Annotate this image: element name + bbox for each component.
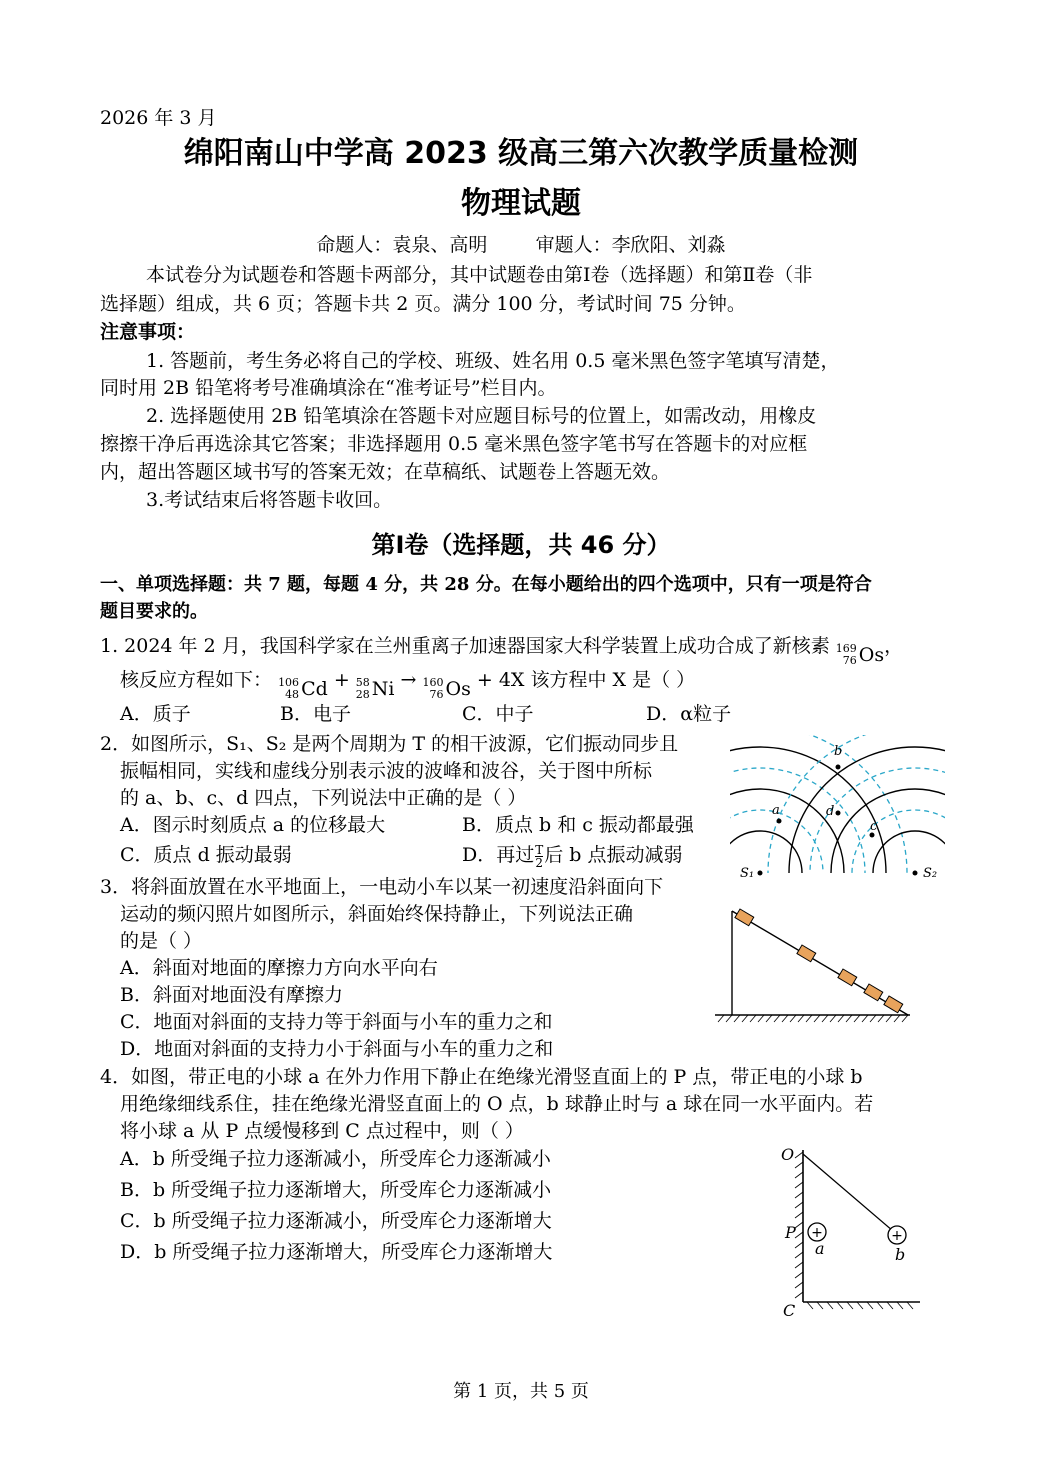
q1-line-1-text: 1. 2024 年 2 月，我国科学家在兰州重离子加速器国家大科学装置上成功合成了新核素	[100, 635, 830, 657]
q2-line-1: 2．如图所示，S₁、S₂ 是两个周期为 T 的相干波源，它们振动同步且	[100, 733, 679, 755]
source-s1-dot	[758, 871, 763, 876]
charged-balls-figure	[775, 1140, 925, 1320]
fraction-denominator: 2	[535, 855, 544, 870]
incline-slope	[732, 911, 908, 1015]
label-a: a	[772, 803, 780, 818]
nuclide-os-169-charge: 76	[842, 654, 857, 667]
q1-option-d: D．α粒子	[646, 703, 732, 725]
q3-line-2: 运动的频闪照片如图所示，斜面始终保持静止，下列说法正确	[120, 903, 634, 925]
q4-line-2: 用绝缘细线系住，挂在绝缘光滑竖直面上的 O 点，b 球静止时与 a 球在同一水平面内。若	[120, 1093, 874, 1115]
nuclide-os-160-mass: 160	[422, 676, 444, 689]
label-b: b	[834, 744, 843, 759]
label-s1: S₁	[740, 866, 755, 881]
nuclide-os-169	[836, 641, 884, 669]
notice-item-2-line-2: 擦擦干净后再选涂其它答案；非选择题用 0.5 毫米黑色签字笔书写在答题卡的对应框	[100, 433, 808, 455]
nuclide-ni-58-mass: 58	[355, 676, 370, 689]
section-1-title: 第Ⅰ卷（选择题，共 46 分）	[371, 531, 671, 559]
nuclide-ni-58	[356, 675, 395, 703]
point-a-dot	[777, 819, 782, 824]
notice-heading: 注意事项：	[100, 321, 196, 343]
half-period-fraction	[535, 844, 543, 869]
section-1-instructions-line-2: 题目要求的。	[100, 601, 208, 622]
q1-line-1-end: ，	[884, 635, 904, 657]
q1-line-2-end: + 4X 该方程中 X 是（ ）	[476, 669, 696, 691]
label-C: C	[783, 1301, 796, 1320]
q1-option-c: C．中子	[462, 703, 534, 725]
fraction-numerator: T	[535, 842, 544, 857]
nuclide-cd-106-symbol: Cd	[301, 678, 328, 700]
nuclide-os-160-symbol: Os	[445, 678, 471, 700]
nuclide-ni-58-charge: 28	[355, 688, 370, 701]
q1-option-b: B．电子	[280, 703, 351, 725]
q3-line-3: 的是（ ）	[120, 930, 203, 952]
label-d: d	[826, 804, 835, 819]
q1-line-1	[100, 632, 903, 669]
nuclide-os-160	[423, 675, 471, 703]
nuclide-cd-106-mass: 106	[278, 676, 300, 689]
nuclide-ni-58-symbol: Ni	[371, 678, 395, 700]
q2-option-a: A．图示时刻质点 a 的位移最大	[120, 814, 386, 836]
notice-item-1-line-2: 同时用 2B 铅笔将考号准确填涂在“准考证号”栏目内。	[100, 377, 557, 399]
q2-option-d-prefix: D．再过	[462, 844, 535, 866]
nuclide-os-160-charge: 76	[429, 688, 444, 701]
q2-line-3: 的 a、b、c、d 四点，下列说法中正确的是（ ）	[120, 787, 527, 809]
label-s2: S₂	[923, 866, 938, 881]
car-position-1	[735, 909, 754, 926]
label-ball-a: a	[815, 1239, 825, 1258]
q4-line-1: 4．如图，带正电的小球 a 在外力作用下静止在绝缘光滑竖直面上的 P 点，带正电的小球 b	[100, 1066, 863, 1088]
q4-option-b: B．b 所受绳子拉力逐渐增大，所受库仑力逐渐减小	[120, 1179, 552, 1201]
point-d-dot	[836, 811, 841, 816]
thread	[803, 1154, 893, 1231]
ball-b-charge-sign: +	[891, 1228, 903, 1244]
exam-authors: 命题人：袁泉、高明 审题人：李欣阳、刘淼	[316, 234, 726, 256]
incline-figure	[710, 905, 915, 1030]
ground-hatching	[718, 1015, 908, 1022]
q2-option-d-suffix: 后 b 点振动减弱	[544, 844, 683, 866]
q4-option-a: A．b 所受绳子拉力逐渐减小，所受库仑力逐渐减小	[120, 1148, 551, 1170]
ball-a-charge-sign: +	[811, 1225, 823, 1241]
label-O: O	[781, 1145, 795, 1164]
q3-option-d: D．地面对斜面的支持力小于斜面与小车的重力之和	[120, 1038, 554, 1060]
q2-line-2: 振幅相同，实线和虚线分别表示波的波峰和波谷，关于图中所标	[120, 760, 653, 782]
intro-line-2: 选择题）组成，共 6 页；答题卡共 2 页。满分 100 分，考试时间 75 分钟。	[100, 293, 746, 315]
nuclide-os-169-mass: 169	[835, 642, 857, 655]
notice-item-2-line-3: 内，超出答题区域书写的答案无效；在草稿纸、试题卷上答题无效。	[100, 461, 671, 483]
wall-hatching	[795, 1152, 803, 1298]
notice-item-1-line-1: 1. 答题前，考生务必将自己的学校、班级、姓名用 0.5 毫米黑色签字笔填写清楚，	[146, 350, 840, 372]
q4-option-c: C．b 所受绳子拉力逐渐减小，所受库仑力逐渐增大	[120, 1210, 552, 1232]
exam-date: 2026 年 3 月	[100, 107, 217, 129]
notice-item-2-line-1: 2. 选择题使用 2B 铅笔填涂在答题卡对应题目标号的位置上，如需改动，用橡皮	[146, 405, 817, 427]
q2-option-b: B．质点 b 和 c 振动都最强	[462, 814, 694, 836]
strobe-car-images	[735, 909, 903, 1013]
nuclide-cd-106	[278, 675, 328, 703]
q4-option-d: D．b 所受绳子拉力逐渐增大，所受库仑力逐渐增大	[120, 1241, 553, 1263]
page-footer: 第 1 页，共 5 页	[453, 1381, 589, 1402]
section-1-instructions-line-1: 一、单项选择题：共 7 题，每题 4 分，共 28 分。在每小题给出的四个选项中，只有一项是符合	[100, 574, 872, 595]
nuclide-os-169-symbol: Os	[858, 644, 885, 666]
point-b-dot	[836, 765, 841, 770]
floor-hatching	[807, 1302, 913, 1309]
exam-title: 绵阳南山中学高 2023 级高三第六次教学质量检测	[183, 136, 859, 171]
reaction-arrow: →	[400, 669, 417, 691]
q1-line-2-text: 核反应方程如下：	[120, 669, 273, 691]
q3-option-c: C．地面对斜面的支持力等于斜面与小车的重力之和	[120, 1011, 553, 1033]
q1-line-2	[120, 666, 695, 703]
q3-option-b: B．斜面对地面没有摩擦力	[120, 984, 343, 1006]
q3-line-1: 3．将斜面放置在水平地面上，一电动小车以某一初速度沿斜面向下	[100, 876, 664, 898]
nuclide-cd-106-charge: 48	[285, 688, 300, 701]
label-c: c	[870, 819, 878, 834]
notice-item-3: 3.考试结束后将答题卡收回。	[146, 489, 393, 511]
exam-subtitle: 物理试题	[461, 186, 581, 221]
label-P: P	[785, 1223, 796, 1242]
wave-interference-figure	[730, 735, 945, 885]
source-s2-dot	[913, 871, 918, 876]
intro-line-1: 本试卷分为试题卷和答题卡两部分，其中试题卷由第Ⅰ卷（选择题）和第Ⅱ卷（非	[146, 264, 813, 286]
q2-option-d	[462, 841, 683, 869]
q4-line-3: 将小球 a 从 P 点缓慢移到 C 点过程中，则（ ）	[120, 1120, 524, 1142]
label-ball-b: b	[895, 1245, 906, 1264]
q1-option-a: A．质子	[120, 703, 191, 725]
q3-option-a: A．斜面对地面的摩擦力方向水平向右	[120, 957, 438, 979]
q2-option-c: C．质点 d 振动最弱	[120, 844, 292, 866]
plus-sign: +	[333, 669, 350, 691]
